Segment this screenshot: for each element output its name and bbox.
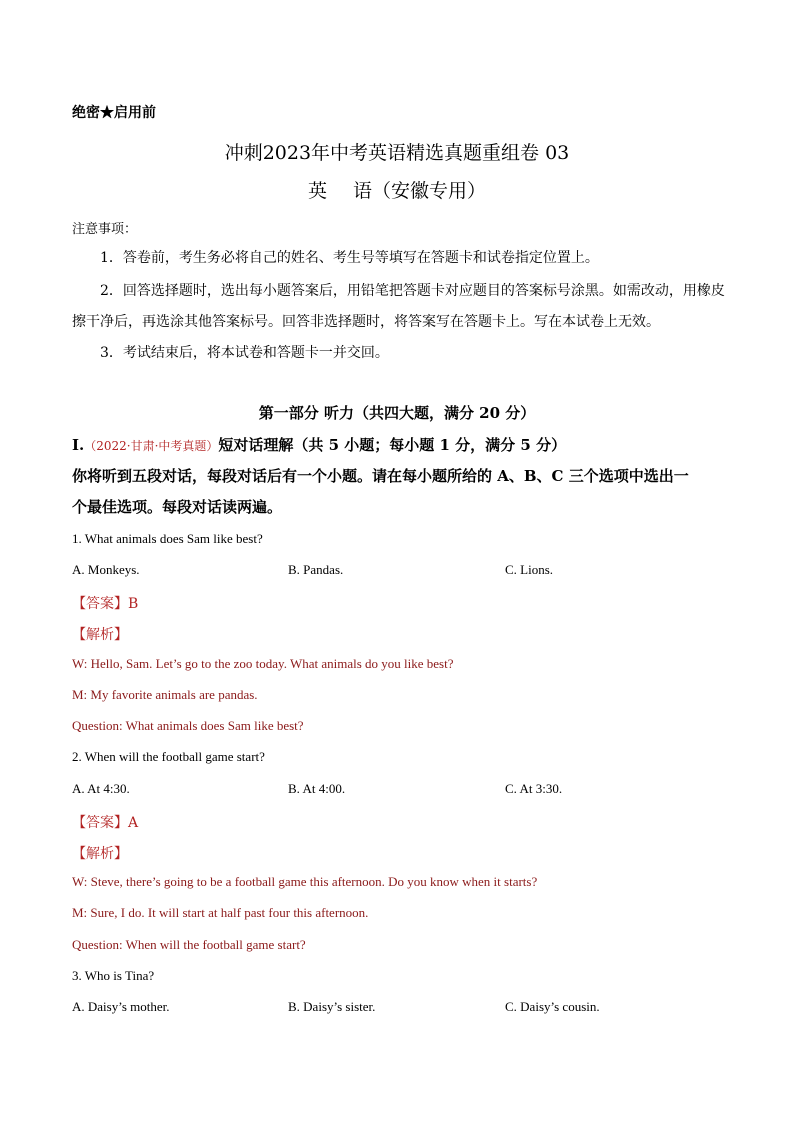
question-2-analysis-label: 【解析】 (72, 846, 128, 862)
paper-title: 冲刺2023年中考英语精选真题重组卷 03 (224, 142, 570, 164)
part-heading: 第一部分 听力（共四大题，满分 20 分） (258, 404, 536, 422)
question-2-option-b: B. At 4:00. (288, 781, 346, 796)
question-2-option-a: A. At 4:30. (72, 781, 130, 796)
question-3: 3. Who is Tina? (72, 968, 155, 983)
confidential-mark: 绝密★启用前 (72, 105, 156, 121)
question-1: 1. What animals does Sam like best? (72, 531, 263, 546)
question-3-option-c: C. Daisy’s cousin. (505, 999, 600, 1014)
question-3-option-b: B. Daisy’s sister. (288, 999, 376, 1014)
question-1-transcript-2: M: My favorite animals are pandas. (72, 687, 258, 702)
paper-subject (0, 176, 794, 203)
answer-value: B (128, 596, 139, 612)
section-numeral: Ⅰ. (72, 436, 85, 454)
question-1-option-c: C. Lions. (505, 562, 554, 577)
instruction-line-2: 个最佳选项。每段对话读两遍。 (72, 498, 283, 516)
section-title: 短对话理解（共 5 小题；每小题 1 分，满分 5 分） (218, 436, 567, 454)
notice-item-2-line-2: 擦干净后，再选涂其他答案标号。回答非选择题时，将答案写在答题卡上。写在本试卷上无效。 (72, 314, 660, 330)
question-2-transcript-1: W: Steve, there’s going to be a football game this afternoon. Do you know when it starts? (72, 874, 538, 889)
question-1-option-a: A. Monkeys. (72, 562, 140, 577)
question-2-transcript-3: Question: When will the football game start? (72, 937, 306, 952)
question-1-option-b: B. Pandas. (288, 562, 344, 577)
question-2-answer (72, 812, 138, 832)
question-2-transcript-2: M: Sure, I do. It will start at half past four this afternoon. (72, 905, 369, 920)
section-heading (72, 434, 566, 455)
answer-label: 【答案】 (72, 596, 128, 612)
question-1-transcript-3: Question: What animals does Sam like best? (72, 718, 304, 733)
section-source: （2022·甘肃·中考真题） (84, 439, 219, 453)
notice-item-3: 3．考试结束后，将本试卷和答题卡一并交回。 (100, 345, 389, 361)
question-2: 2. When will the football game start? (72, 749, 265, 764)
instruction-line-1: 你将听到五段对话，每段对话后有一个小题。请在每小题所给的 A、B、C 三个选项中选出一 (72, 467, 689, 485)
subject-char-2: 语（安徽专用） (353, 180, 487, 202)
question-3-option-a: A. Daisy’s mother. (72, 999, 170, 1014)
subject-char-1: 英 (307, 180, 327, 202)
notice-item-2-line-1: 2．回答选择题时，选出每小题答案后，用铅笔把答题卡对应题目的答案标号涂黑。如需改动，用橡皮 (100, 283, 725, 299)
question-2-option-c: C. At 3:30. (505, 781, 563, 796)
question-1-transcript-1: W: Hello, Sam. Let’s go to the zoo today. What animals do you like best? (72, 656, 454, 671)
question-1-answer (72, 593, 138, 613)
notice-heading: 注意事项： (72, 222, 138, 237)
question-1-analysis-label: 【解析】 (72, 627, 128, 643)
notice-item-1: 1．答卷前，考生务必将自己的姓名、考生号等填写在答题卡和试卷指定位置上。 (100, 250, 599, 266)
answer-value: A (128, 815, 139, 831)
answer-label: 【答案】 (72, 815, 128, 831)
